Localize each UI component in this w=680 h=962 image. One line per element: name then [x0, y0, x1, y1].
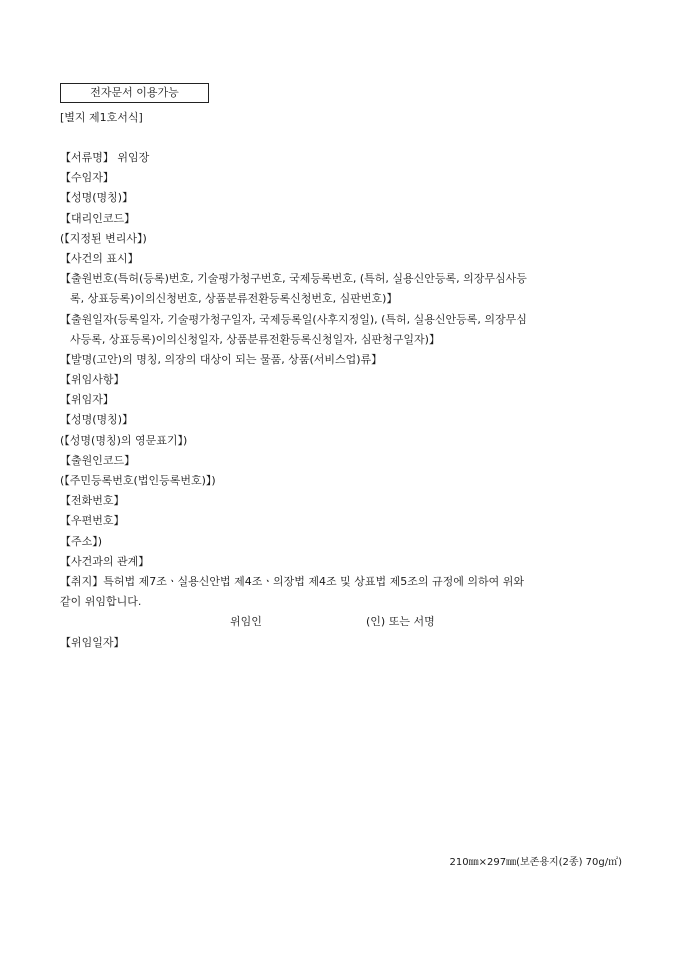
- invention-title: 【발명(고안)의 명칭, 의장의 대상이 되는 물품, 상품(서비스업)류】: [60, 352, 383, 366]
- resident-registration-number: (【주민등록번호(법인등록번호)】): [60, 474, 216, 487]
- postal-code: 【우편번호】: [60, 514, 125, 528]
- agent-code: 【대리인코드】: [60, 211, 136, 225]
- designated-patent-attorney: (【지정된 변리사】): [60, 231, 147, 245]
- electronic-document-notice: 전자문서 이용가능: [60, 83, 209, 103]
- application-number: 【출원번호(특허(등록)번호, 기술평가청구번호, 국제등록번호, (특허, 실용신안등록, 의장무심사등: [60, 272, 527, 286]
- application-number-cont: 록, 상표등록)이의신청번호, 상품분류전환등록신청번호, 심판번호)】: [70, 292, 398, 306]
- assignee-name: 【성명(명칭)】: [60, 191, 134, 205]
- document-type-line: 【서류명】 위임장: [60, 151, 150, 164]
- delegation-date: 【위임일자】: [60, 635, 125, 649]
- seal-or-signature: (인) 또는 서명: [366, 615, 435, 629]
- delegator-label: 위임인: [230, 615, 262, 629]
- case-indication: 【사건의 표시】: [60, 251, 139, 265]
- application-date-cont: 사등록, 상표등록)이의신청일자, 상품분류전환등록신청일자, 심판청구일자)】: [70, 332, 440, 346]
- phone-number: 【전화번호】: [60, 494, 125, 508]
- delegator-heading: 【위임자】: [60, 393, 114, 407]
- form-body: [60, 148, 624, 653]
- relation-to-case: 【사건과의 관계】: [60, 554, 150, 568]
- form-number: [별지 제1호서식]: [60, 111, 143, 124]
- address: 【주소】): [60, 534, 103, 548]
- applicant-code: 【출원인코드】: [60, 453, 136, 467]
- delegator-english-name: (【성명(명칭)의 영문표기】): [60, 433, 188, 447]
- delegation-matters: 【위임사항】: [60, 373, 125, 387]
- paper-spec-footer: 210㎜×297㎜(보존용지(2종) 70g/㎡): [449, 857, 622, 868]
- purpose-statement-cont: 같이 위임합니다.: [60, 595, 142, 609]
- signature-line: [60, 612, 624, 632]
- delegator-name: 【성명(명칭)】: [60, 413, 134, 427]
- assignee-heading: 【수임자】: [60, 171, 114, 185]
- purpose-statement: 【취지】특허법 제7조ㆍ실용신안법 제4조ㆍ의장법 제4조 및 상표법 제5조의 규정에 의하여 위와: [60, 574, 524, 588]
- application-date: 【출원일자(등록일자, 기술평가청구일자, 국제등록일(사후지정일), (특허, 실용신안등록, 의장무심: [60, 312, 527, 326]
